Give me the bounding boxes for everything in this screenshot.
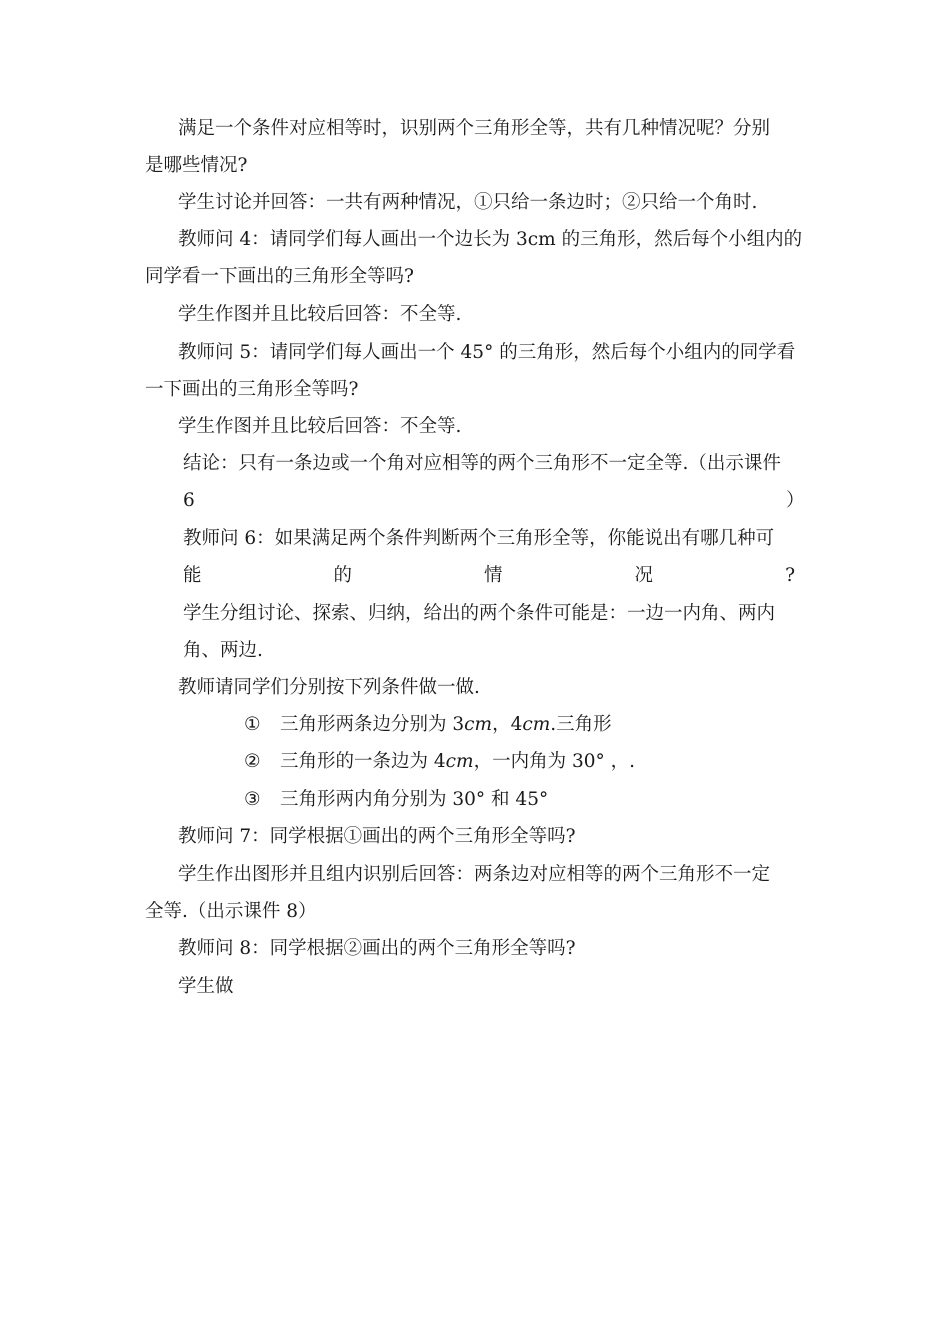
word: 能 bbox=[183, 565, 202, 586]
paragraph-line: 教师问 7：同学根据①画出的两个三角形全等吗? bbox=[178, 826, 576, 847]
word: 的 bbox=[333, 565, 353, 586]
paragraph-line: 一下画出的三角形全等吗? bbox=[145, 379, 359, 400]
paragraph-line: 学生讨论并回答：一共有两种情况，①只给一条边时；②只给一个角时. bbox=[178, 192, 758, 213]
paragraph-line: 结论：只有一条边或一个角对应相等的两个三角形不一定全等.（出示课件 bbox=[183, 453, 781, 474]
paragraph-line: 学生作出图形并且组内识别后回答：两条边对应相等的两个三角形不一定 bbox=[178, 864, 771, 885]
list-item: ② 三角形的一条边为 4cm，一内角为 30° ，. bbox=[244, 751, 635, 772]
paragraph-line: ） bbox=[786, 490, 805, 511]
word: 况 bbox=[634, 565, 654, 586]
paragraph-line: 同学看一下画出的三角形全等吗? bbox=[145, 266, 414, 287]
justified-line bbox=[183, 564, 795, 588]
list-number: ② bbox=[244, 751, 261, 772]
paragraph-line: 满足一个条件对应相等时，识别两个三角形全等，共有几种情况呢？分别 bbox=[178, 118, 771, 139]
paragraph-line: 教师问 5：请同学们每人画出一个 45° 的三角形，然后每个小组内的同学看 bbox=[178, 342, 796, 363]
paragraph-line: 教师问 4：请同学们每人画出一个边长为 3cm 的三角形，然后每个小组内的 bbox=[178, 229, 803, 250]
paragraph-line: 学生分组讨论、探索、归纳，给出的两个条件可能是：一边一内角、两内 bbox=[183, 603, 776, 624]
list-item: ① 三角形两条边分别为 3cm，4cm.三角形 bbox=[244, 714, 612, 735]
paragraph-line: 教师问 8：同学根据②画出的两个三角形全等吗? bbox=[178, 938, 576, 959]
paragraph-line: 学生做 bbox=[178, 976, 234, 997]
word: 情 bbox=[484, 565, 503, 586]
paragraph-line: 教师请同学们分别按下列条件做一做. bbox=[178, 677, 480, 698]
list-number: ③ bbox=[244, 789, 261, 810]
paragraph-line: 教师问 6：如果满足两个条件判断两个三角形全等，你能说出有哪几种可 bbox=[183, 528, 775, 549]
paragraph-line: 全等.（出示课件 8） bbox=[145, 901, 317, 922]
paragraph-line: 是哪些情况? bbox=[145, 155, 248, 176]
paragraph-line: 学生作图并且比较后回答：不全等. bbox=[178, 304, 462, 325]
list-number: ① bbox=[244, 714, 261, 735]
paragraph-line: 6 bbox=[183, 490, 195, 511]
paragraph-line: 学生作图并且比较后回答：不全等. bbox=[178, 416, 462, 437]
word: ? bbox=[785, 565, 795, 586]
paragraph-line: 角、两边. bbox=[183, 640, 263, 661]
list-item: ③ 三角形两内角分别为 30° 和 45° bbox=[244, 789, 549, 810]
